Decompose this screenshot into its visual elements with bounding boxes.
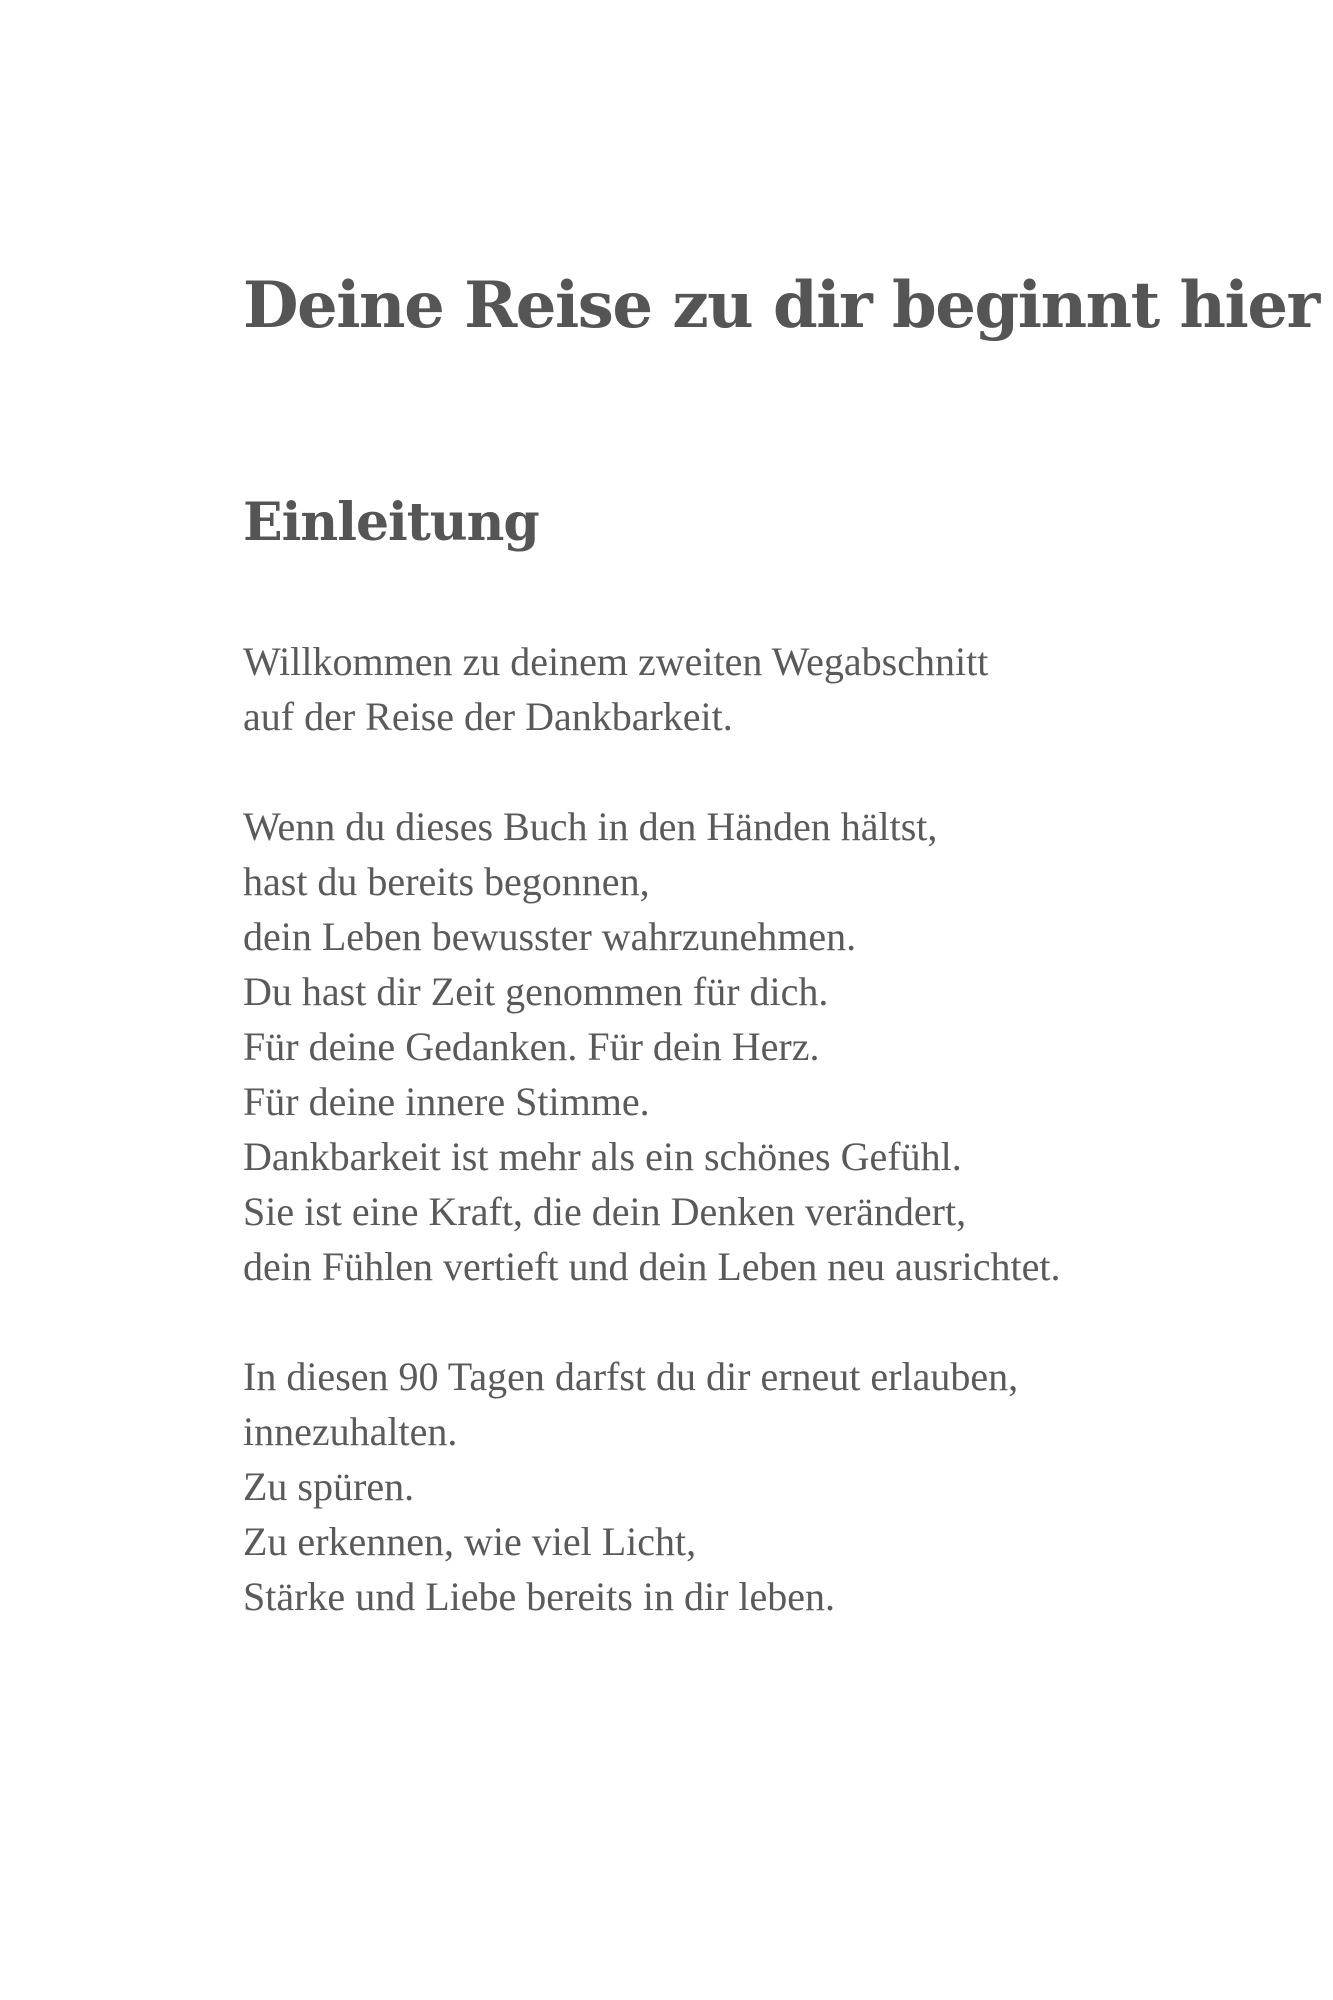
text-line: Dankbarkeit ist mehr als ein schönes Gefühl. [243,1134,962,1179]
text-line: Zu erkennen, wie viel Licht, [243,1519,697,1564]
text-line: dein Fühlen vertieft und dein Leben neu ausrichtet. [243,1244,1061,1289]
text-line: auf der Reise der Dankbarkeit. [243,694,733,739]
body-text [243,634,1293,1679]
text-line: Für deine innere Stimme. [243,1079,650,1124]
text-line: In diesen 90 Tagen darfst du dir erneut erlauben, [243,1354,1019,1399]
text-line: Willkommen zu deinem zweiten Wegabschnitt [243,639,989,684]
paragraph-intro [243,634,1293,744]
text-line: Stärke und Liebe bereits in dir leben. [243,1574,836,1619]
paragraph-main [243,799,1293,1294]
text-line: Sie ist eine Kraft, die dein Denken verändert, [243,1189,967,1234]
text-line: Zu spüren. [243,1464,415,1509]
text-line: Wenn du dieses Buch in den Händen hältst, [243,804,938,849]
text-line: Für deine Gedanken. Für dein Herz. [243,1024,820,1069]
text-line: hast du bereits begonnen, [243,859,650,904]
text-line: Du hast dir Zeit genommen für dich. [243,969,829,1014]
text-line: innezuhalten. [243,1409,458,1454]
paragraph-closing [243,1349,1293,1624]
section-heading: Einleitung [243,492,539,553]
page-title: Deine Reise zu dir beginnt hier [243,268,1319,343]
text-line: dein Leben bewusster wahrzunehmen. [243,914,857,959]
